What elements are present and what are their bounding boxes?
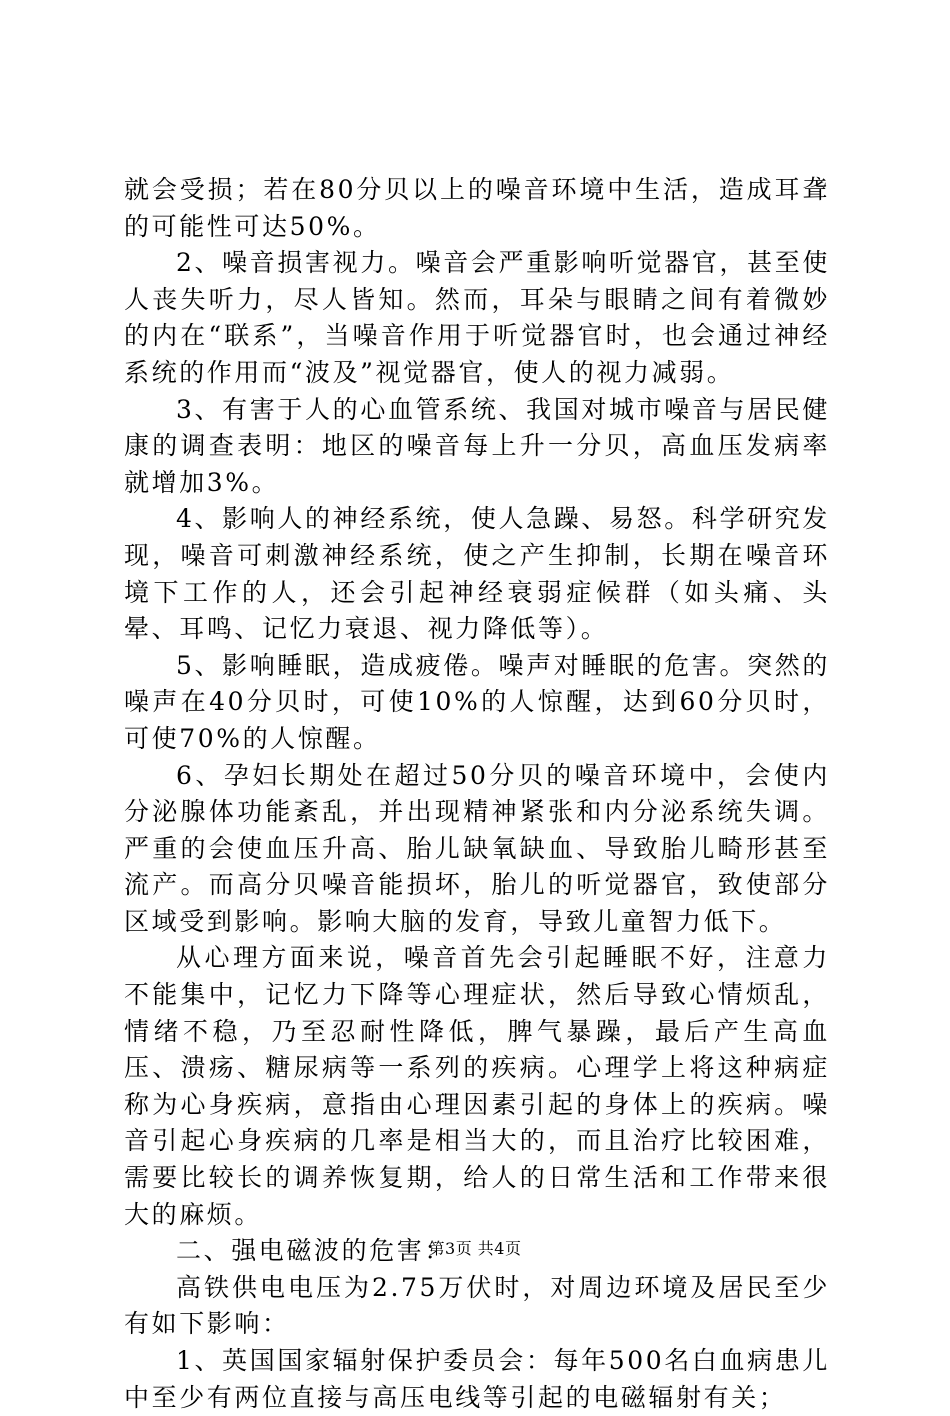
paragraph-continued: 就会受损；若在80分贝以上的噪音环境中生活，造成耳聋的可能性可达50%。: [124, 175, 830, 241]
paragraph-high-voltage: 高铁供电电压为2.75万伏时，对周边环境及居民至少有如下影响：: [124, 1272, 830, 1339]
paragraph-noise-psychology: 从心理方面来说，噪音首先会引起睡眠不好，注意力不能集中，记忆力下降等心理症状，然后导致心情烦乱，情绪不稳，乃至忍耐性降低，脾气暴躁，最后产生高血压、溃疡、糖尿病等一系列的疾病。心理学上将这种病症称为心身疾病，意指由心理因素引起的身体上的疾病。噪音引起心身疾病的几率是相当大的，而且治疗比较困难，需要比较长的调养恢复期，给人的日常生活和工作带来很大的麻烦。: [124, 943, 830, 1229]
paragraph-noise-sleep: 5、影响睡眠，造成疲倦。噪声对睡眠的危害。突然的噪声在40分贝时，可使10%的人惊醒，达到60分贝时，可使70%的人惊醒。: [124, 650, 830, 753]
paragraph-noise-nervous-system: 4、影响人的神经系统，使人急躁、易怒。科学研究发现，噪音可刺激神经系统，使之产生抑制，长期在噪音环境下工作的人，还会引起神经衰弱症候群（如头痛、头晕、耳鸣、记忆力衰退、视力降低等）。: [124, 504, 830, 644]
paragraph-noise-vision: 2、噪音损害视力。噪音会严重影响听觉器官，甚至使人丧失听力，尽人皆知。然而，耳朵与眼睛之间有着微妙的内在“联系”，当噪音作用于听觉器官时，也会通过神经系统的作用而“波及”视觉器官，使人的视力减弱。: [124, 248, 830, 387]
page-number-footer: 第3页 共4页: [428, 1239, 522, 1258]
paragraph-radiation-leukemia: 1、英国国家辐射保护委员会：每年500名白血病患儿中至少有两位直接与高压电线等引起的电磁辐射有关；: [124, 1346, 830, 1412]
document-body: [124, 172, 830, 1416]
paragraph-noise-cardiovascular: 3、有害于人的心血管系统、我国对城市噪音与居民健康的调查表明：地区的噪音每上升一分贝，高血压发病率就增加3%。: [124, 394, 830, 497]
section-heading-electromagnetic: 二、强电磁波的危害：: [176, 1236, 453, 1266]
paragraph-noise-pregnancy: 6、孕妇长期处在超过50分贝的噪音环境中，会使内分泌腺体功能紊乱，并出现精神紧张和内分泌系统失调。严重的会使血压升高、胎儿缺氧缺血、导致胎儿畸形甚至流产。而高分贝噪音能损坏，胎儿的听觉器官，致使部分区域受到影响。影响大脑的发育，导致儿童智力低下。: [124, 760, 830, 936]
